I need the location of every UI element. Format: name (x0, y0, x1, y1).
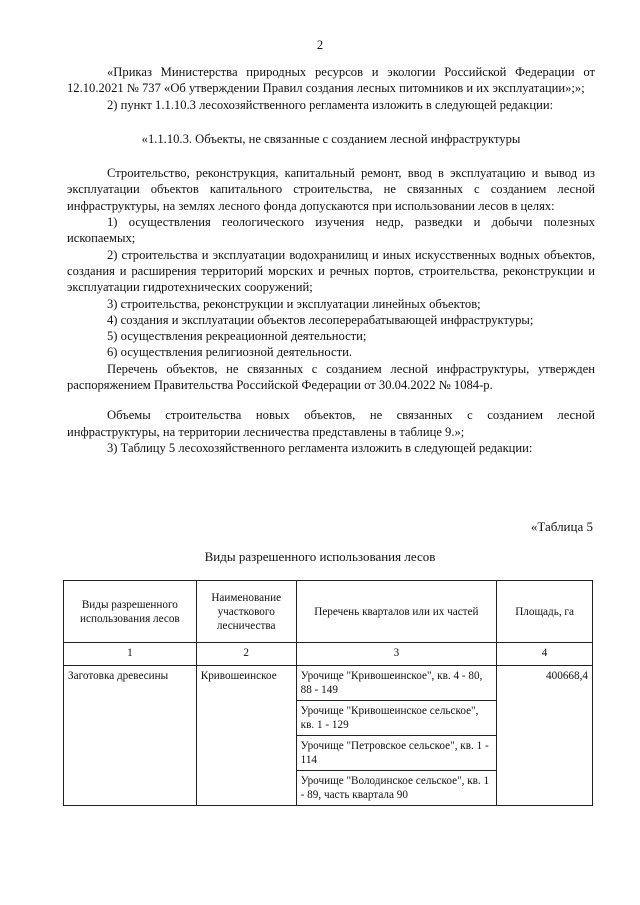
section-heading: «1.1.10.3. Объекты, не связанные с созданием лесной инфраструктуры (141, 131, 521, 146)
list-item-4: 4) создания и эксплуатации объектов лесоперерабатывающей инфраструктуры; (107, 312, 534, 327)
document-body (67, 64, 595, 456)
column-number: 1 (64, 643, 197, 666)
header-area: Площадь, га (497, 581, 593, 643)
paragraph-volumes: Объемы строительства новых объектов, не связанных с созданием лесной инфраструктуры, на территории лесничества представлены в таблице 9.»; (67, 408, 595, 439)
table-number-row (64, 643, 593, 666)
column-number: 2 (196, 643, 296, 666)
cell-quarter: Урочище "Володинское сельское", кв. 1 - 89, часть квартала 90 (296, 771, 497, 806)
list-item-6: 6) осуществления религиозной деятельности. (107, 345, 352, 360)
cell-area: 400668,4 (497, 666, 593, 806)
header-use-type: Виды разрешенного использования лесов (64, 581, 197, 643)
header-district: Наименование участкового лесничества (196, 581, 296, 643)
list-item-1: 1) осуществления геологического изучения недр, разведки и добычи полезных ископаемых; (67, 215, 595, 246)
paragraph-item-3: 3) Таблицу 5 лесохозяйственного регламента изложить в следующей редакции: (107, 440, 533, 455)
page-number: 2 (316, 38, 324, 52)
cell-quarter: Урочище "Петровское сельское", кв. 1 - 114 (296, 736, 497, 771)
paragraph-item-2: 2) пункт 1.1.10.3 лесохозяйственного регламента изложить в следующей редакции: (107, 97, 554, 112)
table-title: Виды разрешенного использования лесов (204, 549, 436, 564)
table-header-row (64, 581, 593, 643)
table-label: «Таблица 5 (530, 519, 593, 534)
paragraph-construction: Строительство, реконструкция, капитальный ремонт, ввод в эксплуатацию и вывод из эксплуатации объектов капитального строительства, не связанных с созданием лесной инфраструктуры, на землях лесного фонда допускаются при использовании лесов в целях: (67, 166, 595, 213)
cell-quarter: Урочище "Кривошеинское", кв. 4 - 80, 88 - 149 (296, 666, 497, 701)
forest-use-table (63, 580, 593, 806)
list-item-2: 2) строительства и эксплуатации водохранилищ и иных искусственных водных объектов, создания и расширения территорий морских и речных портов, строительства, реконструкции и эксплуатации гидротехнических сооружений; (67, 247, 595, 295)
table-row (64, 666, 593, 701)
cell-use-type: Заготовка древесины (64, 666, 197, 806)
paragraph-objects-list: Перечень объектов, не связанных с созданием лесной инфраструктуры, утвержден распоряжением Правительства Российской Федерации от 30.04.2022 № 1084-р. (67, 361, 595, 393)
column-number: 3 (296, 643, 497, 666)
cell-quarter: Урочище "Кривошеинское сельское", кв. 1 - 129 (296, 701, 497, 736)
header-quarters: Перечень кварталов или их частей (296, 581, 497, 643)
cell-district: Кривошеинское (196, 666, 296, 806)
list-item-3: 3) строительства, реконструкции и эксплуатации линейных объектов; (107, 296, 481, 311)
list-item-5: 5) осуществления рекреационной деятельности; (107, 329, 367, 344)
column-number: 4 (497, 643, 593, 666)
paragraph-order-reference: «Приказ Министерства природных ресурсов и экологии Российской Федерации от 12.10.2021 № 737 «Об утверждении Правил создания лесных питомников и их эксплуатации»;»; (67, 65, 595, 96)
